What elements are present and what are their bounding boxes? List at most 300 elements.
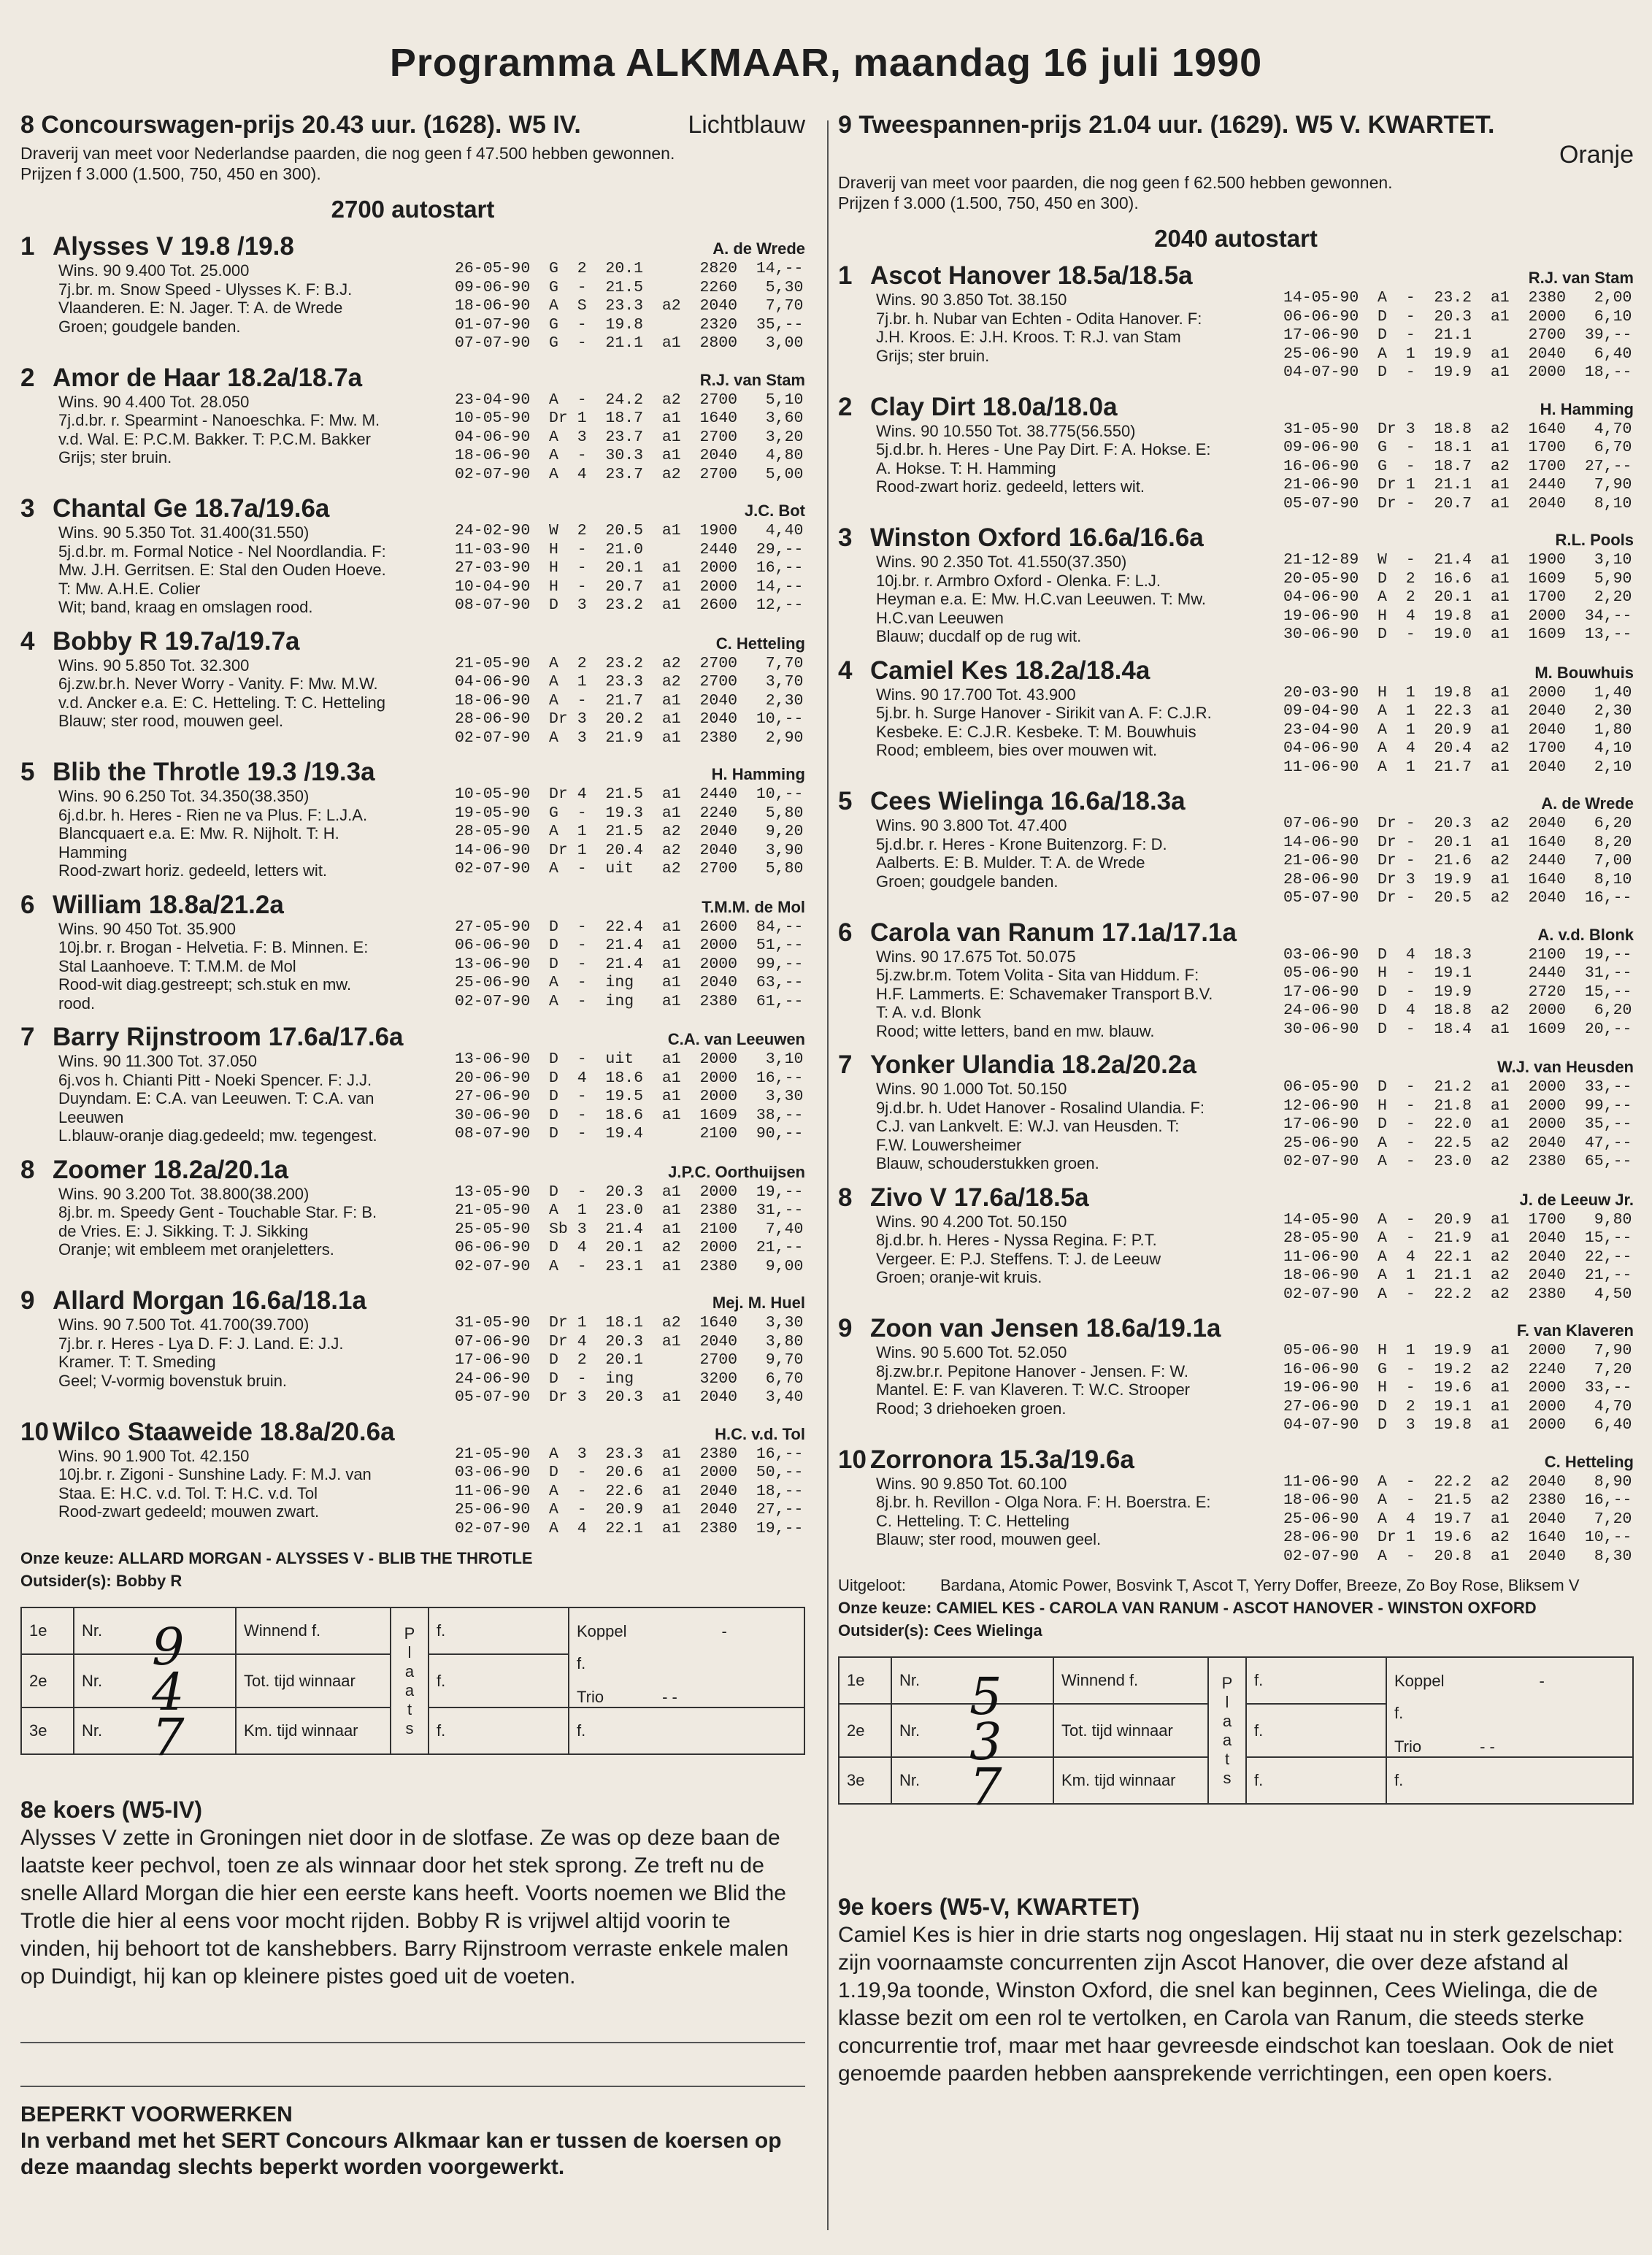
grid-trio-amount: f.	[1386, 1757, 1633, 1804]
result-line: 14-05-90 A - 20.9 a1 1700 9,80	[1283, 1210, 1632, 1229]
grid-plaats-amount: f.	[1246, 1757, 1386, 1804]
grid-nr: Nr.	[74, 1654, 162, 1707]
horse-entry	[838, 1183, 1634, 1305]
horse-details	[838, 1343, 1269, 1418]
result-line: 14-06-90 Dr 1 20.4 a2 2040 3,90	[455, 841, 804, 859]
result-line: 02-07-90 A - 20.8 a1 2040 8,30	[1283, 1547, 1632, 1565]
result-line: 13-06-90 D - 21.4 a1 2000 99,--	[455, 955, 804, 973]
horse-info	[20, 364, 451, 485]
horse-trainer: R.J. van Stam	[699, 370, 805, 389]
result-line: 30-06-90 D - 18.6 a1 1609 38,--	[455, 1106, 804, 1124]
detail-line: Wins. 90 4.400 Tot. 28.050	[58, 392, 250, 411]
handwritten-number: 5	[969, 1667, 1002, 1726]
horse-number: 10	[20, 1417, 49, 1446]
horse-details	[838, 816, 1269, 891]
detail-line: Mw. J.H. Gerritsen. E: Stal den Ouden Hoeve.	[58, 561, 386, 579]
grid-label: Winnend f.	[1053, 1657, 1208, 1704]
result-line: 18-06-90 A - 21.7 a1 2040 2,30	[455, 691, 804, 710]
horse-details	[838, 1213, 1269, 1287]
horse-trainer: M. Bouwhuis	[1534, 663, 1634, 682]
result-line: 18-06-90 A - 21.5 a2 2380 16,--	[1283, 1491, 1632, 1509]
grid-koppel-amount	[1386, 1704, 1633, 1757]
detail-line: 7j.d.br. r. Spearmint - Nanoeschka. F: Mw. M.	[58, 411, 380, 429]
horse-details	[20, 523, 451, 617]
detail-line: Aalberts. E: B. Mulder. T: A. de Wrede	[876, 853, 1145, 872]
koppel-label: Koppel	[1394, 1671, 1445, 1690]
horse-info	[838, 1183, 1269, 1305]
race-conditions	[838, 172, 1634, 213]
horse-details	[20, 920, 451, 1013]
detail-line: 10j.br. r. Brogan - Helvetia. F: B. Minnen. E:	[58, 938, 369, 956]
grid-label: Winnend f.	[236, 1607, 391, 1654]
horse-results	[455, 1023, 805, 1145]
detail-line: Heyman e.a. E: Mw. H.C.van Leeuwen. T: Mw.	[876, 590, 1207, 608]
detail-line: 5j.zw.br.m. Totem Volita - Sita van Hiddum. F:	[876, 966, 1199, 984]
result-line: 10-04-90 H - 20.7 a1 2000 14,--	[455, 577, 804, 596]
detail-line: Wins. 90 9.850 Tot. 60.100	[876, 1474, 1067, 1493]
onze-keuze	[20, 1548, 805, 1568]
detail-line: Wins. 90 17.675 Tot. 50.075	[876, 947, 1076, 966]
detail-line: Wins. 90 9.400 Tot. 25.000	[58, 261, 250, 280]
result-line: 25-06-90 A - ing a1 2040 63,--	[455, 974, 804, 991]
detail-line: Wins. 90 3.850 Tot. 38.150	[876, 291, 1067, 309]
result-line: 05-06-90 H - 19.1 2440 31,--	[1283, 964, 1632, 982]
uitgeloot-label: Uitgeloot:	[838, 1576, 906, 1594]
result-line: 21-12-89 W - 21.4 a1 1900 3,10	[1283, 551, 1632, 569]
column-divider	[827, 120, 829, 2230]
result-line: 31-05-90 Dr 1 18.1 a2 1640 3,30	[455, 1314, 804, 1332]
grid-nr: Nr.	[74, 1707, 162, 1754]
horse-trainer: H. Hamming	[1540, 399, 1634, 418]
grid-plaats-amount: f.	[429, 1707, 569, 1754]
horse-trainer: F. van Klaveren	[1516, 1321, 1634, 1340]
horse-number: 2	[838, 392, 853, 421]
result-line: 27-06-90 D - 19.5 a1 2000 3,30	[455, 1088, 804, 1105]
keuze-picks: ALLARD MORGAN - ALYSSES V - BLIB THE THROTLE	[118, 1549, 533, 1567]
horse-info	[20, 1023, 451, 1145]
detail-line: 7j.br. r. Heres - Lya D. F: J. Land. E: J.J.	[58, 1334, 344, 1353]
horse-number: 9	[838, 1314, 853, 1342]
result-line: 11-06-90 A 4 22.1 a2 2040 22,--	[1283, 1248, 1632, 1266]
result-line: 02-07-90 A 4 23.7 a2 2700 5,00	[455, 465, 804, 483]
detail-line: A. Hokse. T: H. Hamming	[876, 458, 1056, 477]
horse-number: 4	[838, 656, 853, 685]
horse-name: Zoon van Jensen 18.6a/19.1a	[870, 1314, 1221, 1342]
race-heading	[20, 110, 805, 140]
result-line: 21-05-90 A 1 23.0 a1 2380 31,--	[455, 1202, 804, 1219]
horse-details	[838, 1080, 1269, 1173]
detail-line: Wins. 90 450 Tot. 35.900	[58, 919, 236, 938]
grid-nr: Nr.	[891, 1657, 980, 1704]
horse-entry	[20, 627, 805, 748]
detail-line: Wins. 90 10.550 Tot. 38.775(56.550)	[876, 421, 1136, 440]
horse-name: Alysses V 19.8 /19.8	[53, 232, 294, 261]
horse-results	[455, 364, 805, 485]
horse-name-line	[20, 494, 451, 523]
grid-place: 2e	[839, 1704, 891, 1757]
detail-line: Groen; oranje-wit kruis.	[876, 1268, 1042, 1286]
detail-line: Leeuwen	[58, 1107, 124, 1126]
grid-place: 2e	[21, 1654, 74, 1707]
horse-name: Wilco Staaweide 18.8a/20.6a	[53, 1417, 395, 1446]
detail-line: 10j.br. r. Zigoni - Sunshine Lady. F: M.J. van	[58, 1465, 372, 1483]
detail-line: Vlaanderen. E: N. Jager. T: A. de Wrede	[58, 299, 343, 317]
horse-entry	[838, 1445, 1634, 1567]
trio-dash: - -	[662, 1688, 677, 1706]
result-line: 17-06-90 D 2 20.1 2700 9,70	[455, 1351, 804, 1369]
detail-line: v.d. Ancker e.a. E: C. Hetteling. T: C. Hetteling	[58, 693, 385, 712]
onze-keuze	[838, 1598, 1634, 1618]
horse-trainer: C.A. van Leeuwen	[667, 1030, 805, 1048]
horse-number: 4	[20, 626, 35, 656]
horse-number: 6	[20, 890, 35, 919]
horse-number: 1	[20, 232, 35, 261]
horse-trainer: R.L. Pools	[1555, 531, 1634, 549]
horse-entry	[20, 232, 805, 353]
horse-name: Bobby R 19.7a/19.7a	[53, 626, 300, 656]
horse-name-line	[838, 261, 1269, 291]
result-line: 19-06-90 H 4 19.8 a1 2000 34,--	[1283, 607, 1632, 625]
detail-line: F.W. Louwersheimer	[876, 1135, 1022, 1154]
betting-grid-wrap	[838, 1656, 1634, 1817]
horse-info	[20, 891, 451, 1013]
result-line: 23-04-90 A - 24.2 a2 2700 5,10	[455, 391, 804, 409]
horse-details	[20, 1315, 451, 1390]
koppel-dash: -	[721, 1621, 727, 1640]
horse-details	[20, 1052, 451, 1145]
horse-number: 5	[20, 758, 35, 786]
horse-name-line	[20, 758, 451, 787]
trio-line	[1394, 1737, 1625, 1756]
detail-line: 9j.d.br. h. Udet Hanover - Rosalind Ulandia. F:	[876, 1098, 1205, 1117]
result-line: 06-06-90 D - 21.4 a1 2000 51,--	[455, 937, 804, 954]
result-line: 11-06-90 A - 22.6 a1 2040 18,--	[455, 1482, 804, 1500]
horse-name-line	[838, 393, 1269, 422]
horse-entry	[20, 891, 805, 1013]
horse-number: 1	[838, 261, 853, 290]
betting-grid	[20, 1607, 805, 1755]
horse-name: Ascot Hanover 18.5a/18.5a	[870, 261, 1193, 290]
horse-results	[1283, 656, 1634, 777]
result-line: 02-07-90 A 3 21.9 a1 2380 2,90	[455, 729, 804, 747]
grid-plaats-amount: f.	[1246, 1657, 1386, 1704]
detail-line: C. Hetteling. T: C. Hetteling	[876, 1511, 1069, 1530]
result-line: 07-07-90 G - 21.1 a1 2800 3,00	[455, 334, 804, 352]
horse-trainer: J.C. Bot	[744, 502, 805, 520]
koppel-amount: f.	[1394, 1704, 1404, 1722]
horse-entry	[20, 1023, 805, 1145]
result-line: 28-06-90 Dr 3 19.9 a1 1640 8,10	[1283, 870, 1632, 888]
result-line: 18-06-90 A S 23.3 a2 2040 7,70	[455, 297, 804, 315]
horse-details	[838, 291, 1269, 365]
detail-line: C.J. van Lankvelt. E: W.J. van Heusden. T:	[876, 1117, 1180, 1135]
result-line: 25-05-90 Sb 3 21.4 a1 2100 7,40	[455, 1220, 804, 1238]
detail-line: Wins. 90 5.350 Tot. 31.400(31.550)	[58, 523, 310, 542]
detail-line: 6j.d.br. h. Heres - Rien ne va Plus. F: L.J.A.	[58, 805, 368, 824]
result-line: 04-06-90 A 2 20.1 a1 1700 2,20	[1283, 588, 1632, 606]
horse-entry	[838, 523, 1634, 646]
horse-number: 6	[838, 918, 853, 947]
horse-results	[1283, 1445, 1634, 1567]
result-line: 21-05-90 A 3 23.3 a1 2380 16,--	[455, 1445, 804, 1463]
result-line: 27-03-90 H - 20.1 a1 2000 16,--	[455, 559, 804, 577]
horse-results	[1283, 787, 1634, 908]
detail-line: Blauw; ster rood, mouwen geel.	[876, 1530, 1102, 1548]
detail-line: Wins. 90 6.250 Tot. 34.350(38.350)	[58, 787, 310, 805]
horse-number: 9	[20, 1286, 35, 1315]
result-line: 24-02-90 W 2 20.5 a1 1900 4,40	[455, 522, 804, 539]
horse-name-line	[838, 918, 1269, 948]
horse-info	[20, 232, 451, 353]
horse-details	[838, 1475, 1269, 1549]
result-line: 02-07-90 A - ing a1 2380 61,--	[455, 992, 804, 1010]
result-line: 20-05-90 D 2 16.6 a1 1609 5,90	[1283, 569, 1632, 588]
detail-line: 5j.d.br. m. Formal Notice - Nel Noordlandia. F:	[58, 542, 386, 561]
result-line: 26-05-90 G 2 20.1 2820 14,--	[455, 260, 804, 277]
detail-line: 6j.zw.br.h. Never Worry - Vanity. F: Mw. M.W.	[58, 675, 378, 693]
horse-number: 5	[838, 787, 853, 815]
result-line: 20-06-90 D 4 18.6 a1 2000 16,--	[455, 1069, 804, 1087]
horse-details	[838, 948, 1269, 1041]
grid-place: 3e	[21, 1707, 74, 1754]
detail-line: Wins. 90 1.900 Tot. 42.150	[58, 1446, 250, 1465]
result-line: 17-06-90 D - 21.1 2700 39,--	[1283, 326, 1632, 344]
result-line: 24-06-90 D - ing 3200 6,70	[455, 1369, 804, 1388]
uitgeloot	[838, 1576, 1634, 1595]
condition-line: Prijzen f 3.000 (1.500, 750, 450 en 300).	[838, 193, 1139, 212]
detail-line: Wins. 90 1.000 Tot. 50.150	[876, 1080, 1067, 1098]
horse-trainer: C. Hetteling	[1544, 1452, 1634, 1471]
horse-results	[455, 1418, 805, 1539]
horse-name-line	[838, 656, 1269, 685]
result-line: 27-06-90 D 2 19.1 a1 2000 4,70	[1283, 1397, 1632, 1415]
horse-name-line	[20, 232, 451, 261]
detail-line: Duyndam. E: C.A. van Leeuwen. T: C.A. van	[58, 1089, 374, 1107]
horse-info	[20, 1418, 451, 1539]
result-line: 28-05-90 A 1 21.5 a2 2040 9,20	[455, 823, 804, 840]
horse-entry	[20, 494, 805, 617]
result-line: 07-06-90 Dr 4 20.3 a1 2040 3,80	[455, 1332, 804, 1351]
result-line: 09-06-90 G - 21.5 2260 5,30	[455, 278, 804, 296]
detail-line: Rood; witte letters, band en mw. blauw.	[876, 1021, 1155, 1040]
trio-label: Trio	[577, 1688, 604, 1706]
horse-results	[455, 627, 805, 748]
horse-number: 8	[20, 1155, 35, 1184]
detail-line: 7j.br. m. Snow Speed - Ulysses K. F: B.J.	[58, 280, 353, 299]
horse-entry	[20, 364, 805, 485]
horse-results	[455, 232, 805, 353]
horse-name-line	[20, 1286, 451, 1315]
page-title: Programma ALKMAAR, maandag 16 juli 1990	[389, 41, 1263, 85]
horse-name: William 18.8a/21.2a	[53, 890, 284, 919]
koers-text: Camiel Kes is hier in drie starts nog ongeslagen. Hij staat nu in sterk gezelschap: zijn voornaamste concurrenten zijn Ascot Hanover, die over deze afstand al 1.19,9a toonde, Winston Oxford, die snel kan beginnen, Cees Wielinga, die de klasse bezit om een rol te vertolken, en Carola van Ranum, die steeds sterke concurrentie trof, maar met haar gevreesde eindschot kan toeslaan. Ook de niet genoemde paarden hebben aansprekende verrichtingen, een open koers.	[838, 1923, 1624, 2086]
grid-label: Km. tijd winnaar	[1053, 1757, 1208, 1804]
horse-entry	[20, 1156, 805, 1277]
result-line: 28-06-90 Dr 3 20.2 a1 2040 10,--	[455, 710, 804, 728]
horse-trainer: A. de Wrede	[712, 239, 805, 258]
horse-trainer: J. de Leeuw Jr.	[1519, 1190, 1634, 1209]
detail-line: Staa. E: H.C. v.d. Tol. T: H.C. v.d. Tol	[58, 1483, 318, 1502]
result-line: 02-07-90 A - 23.1 a1 2380 9,00	[455, 1257, 804, 1275]
horse-trainer: H.C. v.d. Tol	[715, 1424, 805, 1443]
result-line: 30-06-90 D - 18.4 a1 1609 20,--	[1283, 1020, 1632, 1038]
horse-info	[838, 1314, 1269, 1435]
detail-line: Blauw, schouderstukken groen.	[876, 1154, 1099, 1172]
detail-line: H.F. Lammerts. E: Schavemaker Transport B.V.	[876, 984, 1213, 1003]
detail-line: L.blauw-oranje diag.gedeeld; mw. tegengest.	[58, 1126, 377, 1145]
condition-line: Prijzen f 3.000 (1.500, 750, 450 en 300).	[20, 164, 321, 183]
horse-name: Yonker Ulandia 18.2a/20.2a	[870, 1050, 1196, 1079]
horse-entry	[838, 261, 1634, 383]
horse-details	[20, 1447, 451, 1521]
detail-line: Wins. 90 17.700 Tot. 43.900	[876, 685, 1076, 704]
result-line: 17-06-90 D - 19.9 2720 15,--	[1283, 983, 1632, 1001]
horse-name-line	[20, 364, 451, 393]
result-line: 25-06-90 A - 20.9 a1 2040 27,--	[455, 1501, 804, 1518]
race-9-column	[838, 110, 1634, 2088]
horse-details	[20, 787, 451, 880]
detail-line: Vergeer. E: P.J. Steffens. T: J. de Leeuw	[876, 1249, 1161, 1268]
trio-label: Trio	[1394, 1737, 1422, 1756]
horse-name-line	[838, 1445, 1269, 1475]
race-heading	[838, 110, 1634, 140]
result-line: 27-05-90 D - 22.4 a1 2600 84,--	[455, 918, 804, 936]
result-line: 10-05-90 Dr 4 21.5 a1 2440 10,--	[455, 785, 804, 803]
horse-name: Zoomer 18.2a/20.1a	[53, 1155, 288, 1184]
detail-line: 5j.d.br. r. Heres - Krone Buitenzorg. F: D.	[876, 834, 1167, 853]
detail-line: J.H. Kroos. E: J.H. Kroos. T: R.J. van Stam	[876, 328, 1181, 346]
result-line: 07-06-90 Dr - 20.3 a2 2040 6,20	[1283, 815, 1632, 832]
horse-trainer: W.J. van Heusden	[1497, 1058, 1634, 1076]
horse-name: Blib the Throtle 19.3 /19.3a	[53, 758, 375, 786]
horse-entry	[838, 393, 1634, 514]
grid-plaats-amount: f.	[429, 1654, 569, 1707]
result-line: 18-06-90 A - 30.3 a1 2040 4,80	[455, 447, 804, 464]
detail-line: Wit; band, kraag en omslagen rood.	[58, 598, 313, 616]
horse-number: 8	[838, 1183, 853, 1212]
horse-name-line	[838, 1050, 1269, 1080]
result-line: 04-06-90 A 4 20.4 a2 1700 4,10	[1283, 739, 1632, 757]
detail-line: Kesbeke. E: C.J.R. Kesbeke. T: M. Bouwhuis	[876, 722, 1196, 741]
grid-plaats: P l a a t s	[391, 1607, 429, 1754]
result-line: 06-06-90 D 4 20.1 a2 2000 21,--	[455, 1239, 804, 1256]
horse-trainer: J.P.C. Oorthuijsen	[668, 1162, 805, 1181]
grid-place: 1e	[21, 1607, 74, 1654]
result-line: 31-05-90 Dr 3 18.8 a2 1640 4,70	[1283, 420, 1632, 438]
koers-title: 8e koers (W5-IV)	[20, 1797, 202, 1823]
result-line: 16-06-90 G - 18.7 a2 1700 27,--	[1283, 457, 1632, 475]
grid-place: 3e	[839, 1757, 891, 1804]
keuze-picks: CAMIEL KES - CAROLA VAN RANUM - ASCOT HANOVER - WINSTON OXFORD	[936, 1599, 1537, 1617]
grid-plaats: P l a a t s	[1208, 1657, 1246, 1804]
grid-label: Tot. tijd winnaar	[236, 1654, 391, 1707]
horse-results	[455, 1286, 805, 1407]
grid-place: 1e	[839, 1657, 891, 1704]
result-line: 03-06-90 D 4 18.3 2100 19,--	[1283, 945, 1632, 964]
result-line: 08-07-90 D 3 23.2 a1 2600 12,--	[455, 596, 804, 614]
horse-info	[20, 627, 451, 748]
horse-details	[20, 393, 451, 467]
result-line: 25-06-90 A 1 19.9 a1 2040 6,40	[1283, 345, 1632, 363]
koppel-dash: -	[1539, 1671, 1545, 1690]
detail-line: de Vries. E: J. Sikking. T: J. Sikking	[58, 1221, 309, 1240]
grid-koppel-amount	[569, 1654, 804, 1707]
detail-line: Rood; 3 driehoeken groen.	[876, 1399, 1067, 1418]
horse-name-line	[838, 787, 1269, 816]
result-line: 01-07-90 G - 19.8 2320 35,--	[455, 315, 804, 334]
result-line: 19-05-90 G - 19.3 a1 2240 5,80	[455, 804, 804, 822]
result-line: 28-05-90 A - 21.9 a1 2040 15,--	[1283, 1229, 1632, 1247]
detail-line: H.C.van Leeuwen	[876, 608, 1004, 627]
outsider-name: Cees Wielinga	[933, 1621, 1042, 1640]
condition-line: Draverij van meet voor paarden, die nog geen f 62.500 hebben gewonnen.	[838, 173, 1393, 192]
detail-line: Grijs; ster bruin.	[876, 346, 990, 365]
detail-line: 6j.vos h. Chianti Pitt - Noeki Spencer. F: J.J.	[58, 1070, 372, 1089]
horse-results	[1283, 918, 1634, 1041]
result-line: 20-03-90 H 1 19.8 a1 2000 1,40	[1283, 683, 1632, 702]
result-line: 14-06-90 Dr - 20.1 a1 1640 8,20	[1283, 833, 1632, 851]
koppel-amount: f.	[577, 1654, 586, 1672]
outsider	[20, 1571, 805, 1591]
condition-line: Draverij van meet voor Nederlandse paarden, die nog geen f 47.500 hebben gewonnen.	[20, 144, 675, 163]
horse-name: Carola van Ranum 17.1a/17.1a	[870, 918, 1237, 947]
result-line: 04-07-90 D 3 19.8 a1 2000 6,40	[1283, 1416, 1632, 1434]
horse-trainer: R.J. van Stam	[1528, 269, 1634, 287]
horse-entry	[838, 918, 1634, 1041]
handwritten-number: 7	[969, 1757, 1002, 1817]
detail-line: Groen; goudgele banden.	[58, 317, 241, 336]
detail-line: v.d. Wal. E: P.C.M. Bakker. T: P.C.M. Bakker	[58, 429, 371, 448]
detail-line: Wins. 90 7.500 Tot. 41.700(39.700)	[58, 1315, 310, 1334]
result-line: 04-06-90 A 1 23.3 a2 2700 3,70	[455, 673, 804, 691]
result-line: 05-07-90 Dr - 20.5 a2 2040 16,--	[1283, 889, 1632, 907]
outsider-label: Outsider(s):	[838, 1621, 929, 1640]
horse-results	[455, 758, 805, 880]
horse-results	[455, 891, 805, 1013]
horse-name-line	[838, 1183, 1269, 1213]
horse-name: Clay Dirt 18.0a/18.0a	[870, 392, 1118, 421]
horse-info	[20, 1286, 451, 1407]
result-line: 10-05-90 Dr 1 18.7 a1 1640 3,60	[455, 410, 804, 427]
result-line: 05-07-90 Dr 3 20.3 a1 2040 3,40	[455, 1388, 804, 1406]
race-title: 8 Concourswagen-prijs 20.43 uur. (1628). W5 IV.	[20, 111, 581, 139]
detail-line: Wins. 90 5.850 Tot. 32.300	[58, 656, 250, 675]
horse-results	[455, 494, 805, 617]
horse-name: Zorronora 15.3a/19.6a	[870, 1445, 1134, 1474]
grid-nr: Nr.	[891, 1704, 980, 1757]
keuze-label: Onze keuze:	[20, 1549, 115, 1567]
grid-label: Tot. tijd winnaar	[1053, 1704, 1208, 1757]
horse-name-line	[20, 627, 451, 656]
detail-line: Wins. 90 3.800 Tot. 47.400	[876, 816, 1067, 834]
horse-trainer: C. Hetteling	[715, 634, 805, 653]
detail-line: Stal Laanhoeve. T: T.M.M. de Mol	[58, 956, 296, 975]
horse-results	[1283, 1183, 1634, 1305]
horse-number: 7	[20, 1023, 35, 1051]
horse-entry	[20, 1418, 805, 1539]
horse-trainer: Mej. M. Huel	[712, 1294, 805, 1312]
result-line: 02-07-90 A - 23.0 a2 2380 65,--	[1283, 1153, 1632, 1170]
detail-line: Mantel. E: F. van Klaveren. T: W.C. Strooper	[876, 1380, 1190, 1399]
horse-results	[1283, 261, 1634, 383]
horse-info	[838, 1445, 1269, 1567]
trio-dash: - -	[1480, 1737, 1495, 1756]
horse-name-line	[838, 523, 1269, 553]
horse-results	[1283, 1314, 1634, 1435]
horse-results	[455, 1156, 805, 1277]
grid-trio-amount: f.	[569, 1707, 804, 1754]
detail-line: 8j.d.br. h. Heres - Nyssa Regina. F: P.T.	[876, 1231, 1157, 1249]
